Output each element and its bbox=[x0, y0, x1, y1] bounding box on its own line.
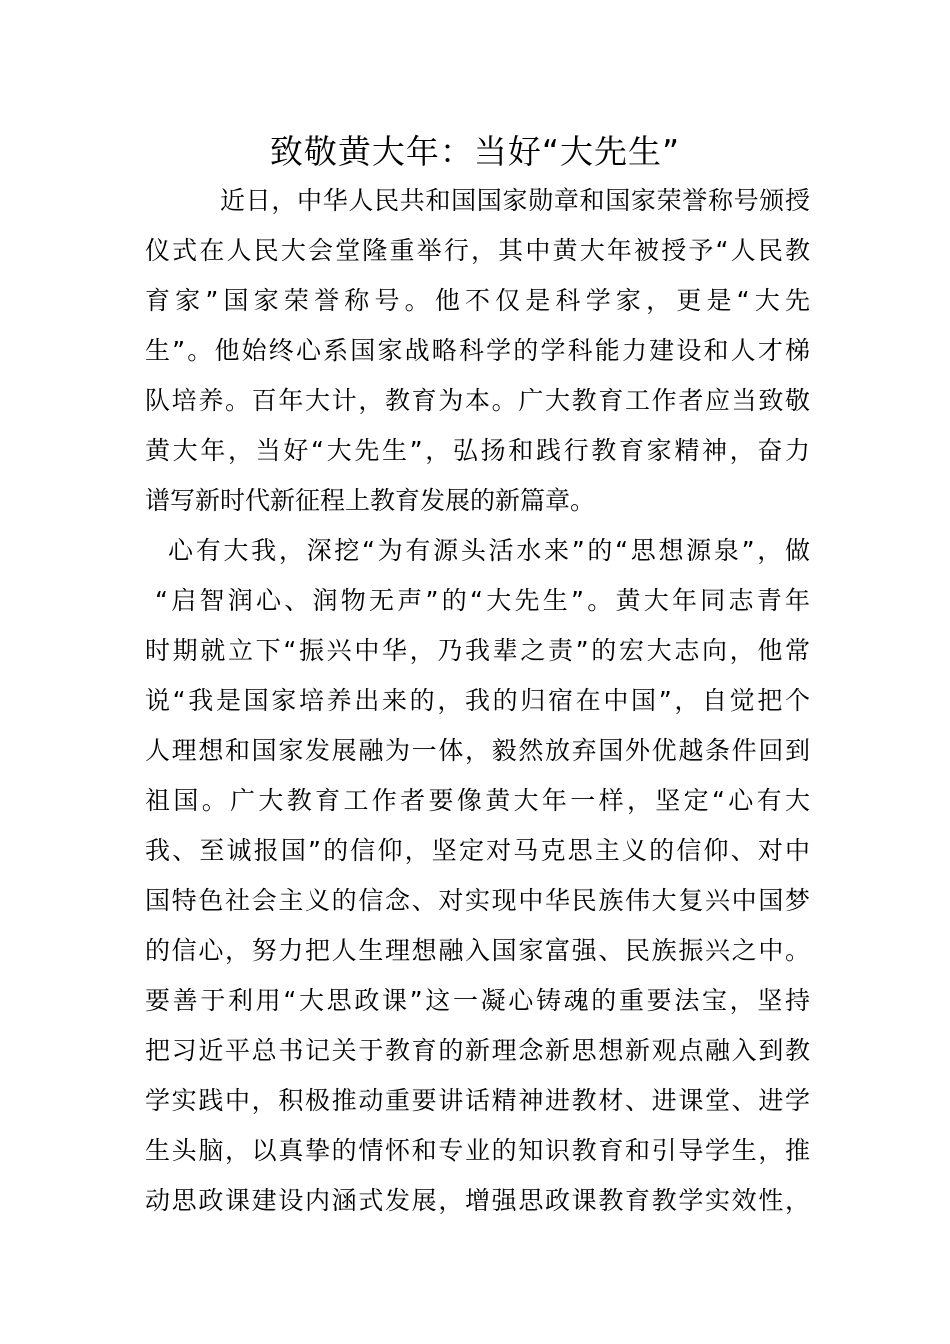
paragraph-line-4: 生”。他始终心系国家战略科学的学科能力建设和人才梯 bbox=[145, 336, 810, 365]
paragraph-line-9: “启智润心、润物无声”的“大先生”。黄大年同志青年 bbox=[155, 586, 810, 615]
paragraph-line-11: 说“我是国家培养出来的，我的归宿在中国”，自觉把个 bbox=[145, 686, 810, 715]
paragraph-line-10: 时期就立下“振兴中华，乃我辈之责”的宏大志向，他常 bbox=[145, 636, 810, 665]
paragraph-line-7: 谱写新时代新征程上教育发展的新篇章。 bbox=[145, 486, 596, 515]
paragraph-line-2: 仪式在人民大会堂隆重举行，其中黄大年被授予“人民教 bbox=[145, 236, 810, 265]
paragraph-line-20: 生头脑，以真挚的情怀和专业的知识教育和引导学生，推 bbox=[145, 1136, 810, 1165]
paragraph-line-13: 祖国。广大教育工作者要像黄大年一样，坚定“心有大 bbox=[145, 786, 810, 815]
paragraph-line-6: 黄大年，当好“大先生”，弘扬和践行教育家精神，奋力 bbox=[145, 436, 810, 465]
paragraph-line-16: 的信心，努力把人生理想融入国家富强、民族振兴之中。 bbox=[145, 936, 810, 965]
paragraph-line-14: 我、至诚报国”的信仰，坚定对马克思主义的信仰、对中 bbox=[145, 836, 810, 865]
paragraph-line-19: 学实践中，积极推动重要讲话精神进教材、进课堂、进学 bbox=[145, 1086, 810, 1115]
paragraph-line-3: 育家”国家荣誉称号。他不仅是科学家，更是“大先 bbox=[145, 286, 810, 315]
paragraph-line-15: 国特色社会主义的信念、对实现中华民族伟大复兴中国梦 bbox=[145, 886, 810, 915]
paragraph-line-1: 近日，中华人民共和国国家勋章和国家荣誉称号颁授 bbox=[220, 186, 810, 215]
paragraph-line-8: 心有大我，深挖“为有源头活水来”的“思想源泉”，做 bbox=[168, 536, 810, 565]
paragraph-line-12: 人理想和国家发展融为一体，毅然放弃国外优越条件回到 bbox=[145, 736, 810, 765]
paragraph-line-5: 队培养。百年大计，教育为本。广大教育工作者应当致敬 bbox=[145, 386, 810, 415]
document-title: 致敬黄大年：当好“大先生” bbox=[269, 132, 681, 171]
paragraph-line-21: 动思政课建设内涵式发展，增强思政课教育教学实效性， bbox=[145, 1186, 810, 1215]
paragraph-line-17: 要善于利用“大思政课”这一凝心铸魂的重要法宝，坚持 bbox=[145, 986, 810, 1015]
paragraph-line-18: 把习近平总书记关于教育的新理念新思想新观点融入到教 bbox=[145, 1036, 810, 1065]
